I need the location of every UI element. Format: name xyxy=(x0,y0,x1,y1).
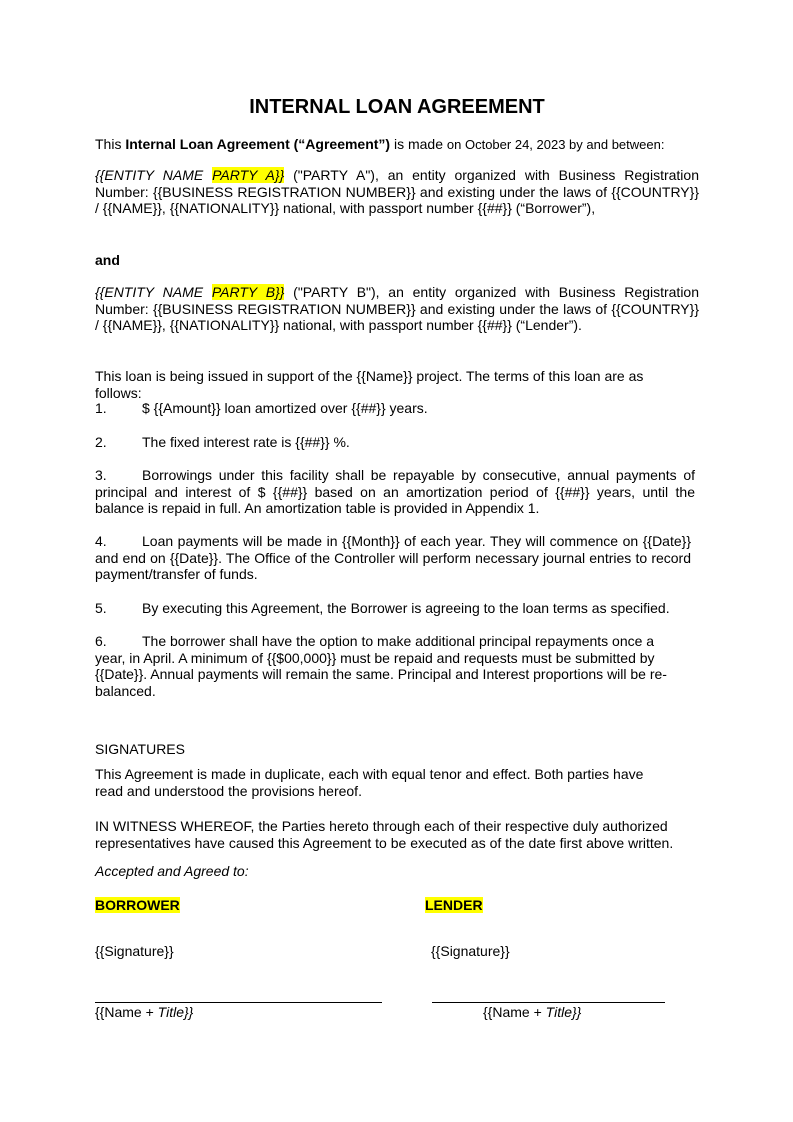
party-a-entity: {{ENTITY NAME xyxy=(95,167,213,183)
intro-mid: is made xyxy=(390,136,447,152)
term-item-4-text: Loan payments will be made in {{Month}} of each year. They will commence on {{Date}} and end on {{Date}}. The Office of the Controller will perform necessary journal entries to record payment/transfer of funds. xyxy=(95,533,691,583)
borrower-name-prefix: {{Name + xyxy=(95,1004,158,1020)
term-item-4-number: 4. xyxy=(95,533,107,549)
term-item-3-number: 3. xyxy=(95,467,107,483)
party-a-text: ("PARTY A"), an entity organized with Business Registration Number: {{BUSINESS REGISTRATION NUMBER}} and existing under the laws of {{COUNTRY}} / {{NAME}}, {{NATIONALITY}} national, with passport number {{##}} (“Borrower”), xyxy=(95,167,699,217)
lender-name-title xyxy=(483,1004,581,1020)
borrower-signature-line xyxy=(95,1002,382,1003)
party-a-paragraph xyxy=(95,167,699,217)
party-a-entity-highlight: PARTY A}} xyxy=(212,167,285,183)
term-item-5-text: By executing this Agreement, the Borrower is agreeing to the loan terms as specified. xyxy=(142,600,670,616)
accepted-label: Accepted and Agreed to: xyxy=(95,863,249,879)
lender-name-prefix: {{Name + xyxy=(483,1004,546,1020)
term-item-1-number: 1. xyxy=(95,400,107,416)
borrower-name-title xyxy=(95,1004,193,1020)
borrower-signature-placeholder: {{Signature}} xyxy=(95,943,174,959)
intro-suffix: by and between: xyxy=(565,137,665,152)
witness-paragraph: IN WITNESS WHEREOF, the Parties hereto through each of their respective duly authorized representatives have caused this Agreement to be executed as of the date first above written. xyxy=(95,818,674,851)
document-title: INTERNAL LOAN AGREEMENT xyxy=(249,96,545,118)
borrower-name-title-text: Title}} xyxy=(157,1004,194,1020)
term-item-1 xyxy=(95,400,695,417)
lender-label: LENDER xyxy=(425,897,483,913)
term-item-5 xyxy=(95,600,699,617)
term-item-6-number: 6. xyxy=(95,633,107,649)
term-item-5-number: 5. xyxy=(95,600,107,616)
party-b-entity-highlight: PARTY B}} xyxy=(211,284,285,300)
term-item-6 xyxy=(95,633,683,699)
lender-signature-line xyxy=(432,1002,665,1003)
term-item-4 xyxy=(95,533,691,583)
party-b-text: ("PARTY B"), an entity organized with Business Registration Number: {{BUSINESS REGISTRATION NUMBER}} and existing under the laws of {{COUNTRY}} / {{NAME}}, {{NATIONALITY}} national, with passport number {{##}} (“Lender”). xyxy=(95,284,699,334)
term-item-2-number: 2. xyxy=(95,434,107,450)
intro-agreement-name: Internal Loan Agreement (“Agreement”) xyxy=(125,136,391,152)
intro-date: on October 24, 2023 xyxy=(446,137,566,152)
intro-prefix: This xyxy=(95,136,126,152)
term-item-3-text: Borrowings under this facility shall be repayable by consecutive, annual payments of principal and interest of $ {{##}} based on an amortization period of {{##}} years, until the balance is repaid in full. An amortization table is provided in Appendix 1. xyxy=(95,467,695,517)
term-item-6-text: The borrower shall have the option to make additional principal repayments once a year, in April. A minimum of {{$00,000}} must be repaid and requests must be submitted by {{Date}}. Annual payments will remain the same. Principal and Interest proportions will be re-balanced. xyxy=(95,633,667,699)
and-label: and xyxy=(95,252,120,268)
party-b-paragraph xyxy=(95,284,699,334)
term-item-2 xyxy=(95,434,695,451)
lender-signature-placeholder: {{Signature}} xyxy=(431,943,510,959)
intro-line xyxy=(95,136,699,152)
duplicate-paragraph: This Agreement is made in duplicate, each with equal tenor and effect. Both parties have read and understood the provisions hereof. xyxy=(95,766,644,799)
lender-name-title-text: Title}} xyxy=(545,1004,582,1020)
borrower-label: BORROWER xyxy=(95,897,180,913)
term-item-3 xyxy=(95,467,695,517)
signatures-heading: SIGNATURES xyxy=(95,741,185,757)
term-item-2-text: The fixed interest rate is {{##}} %. xyxy=(142,434,350,450)
party-b-entity: {{ENTITY NAME xyxy=(95,284,212,300)
purpose-paragraph: This loan is being issued in support of the {{Name}} project. The terms of this loan are as follows: xyxy=(95,368,644,401)
term-item-1-text: $ {{Amount}} loan amortized over {{##}} years. xyxy=(142,400,428,416)
